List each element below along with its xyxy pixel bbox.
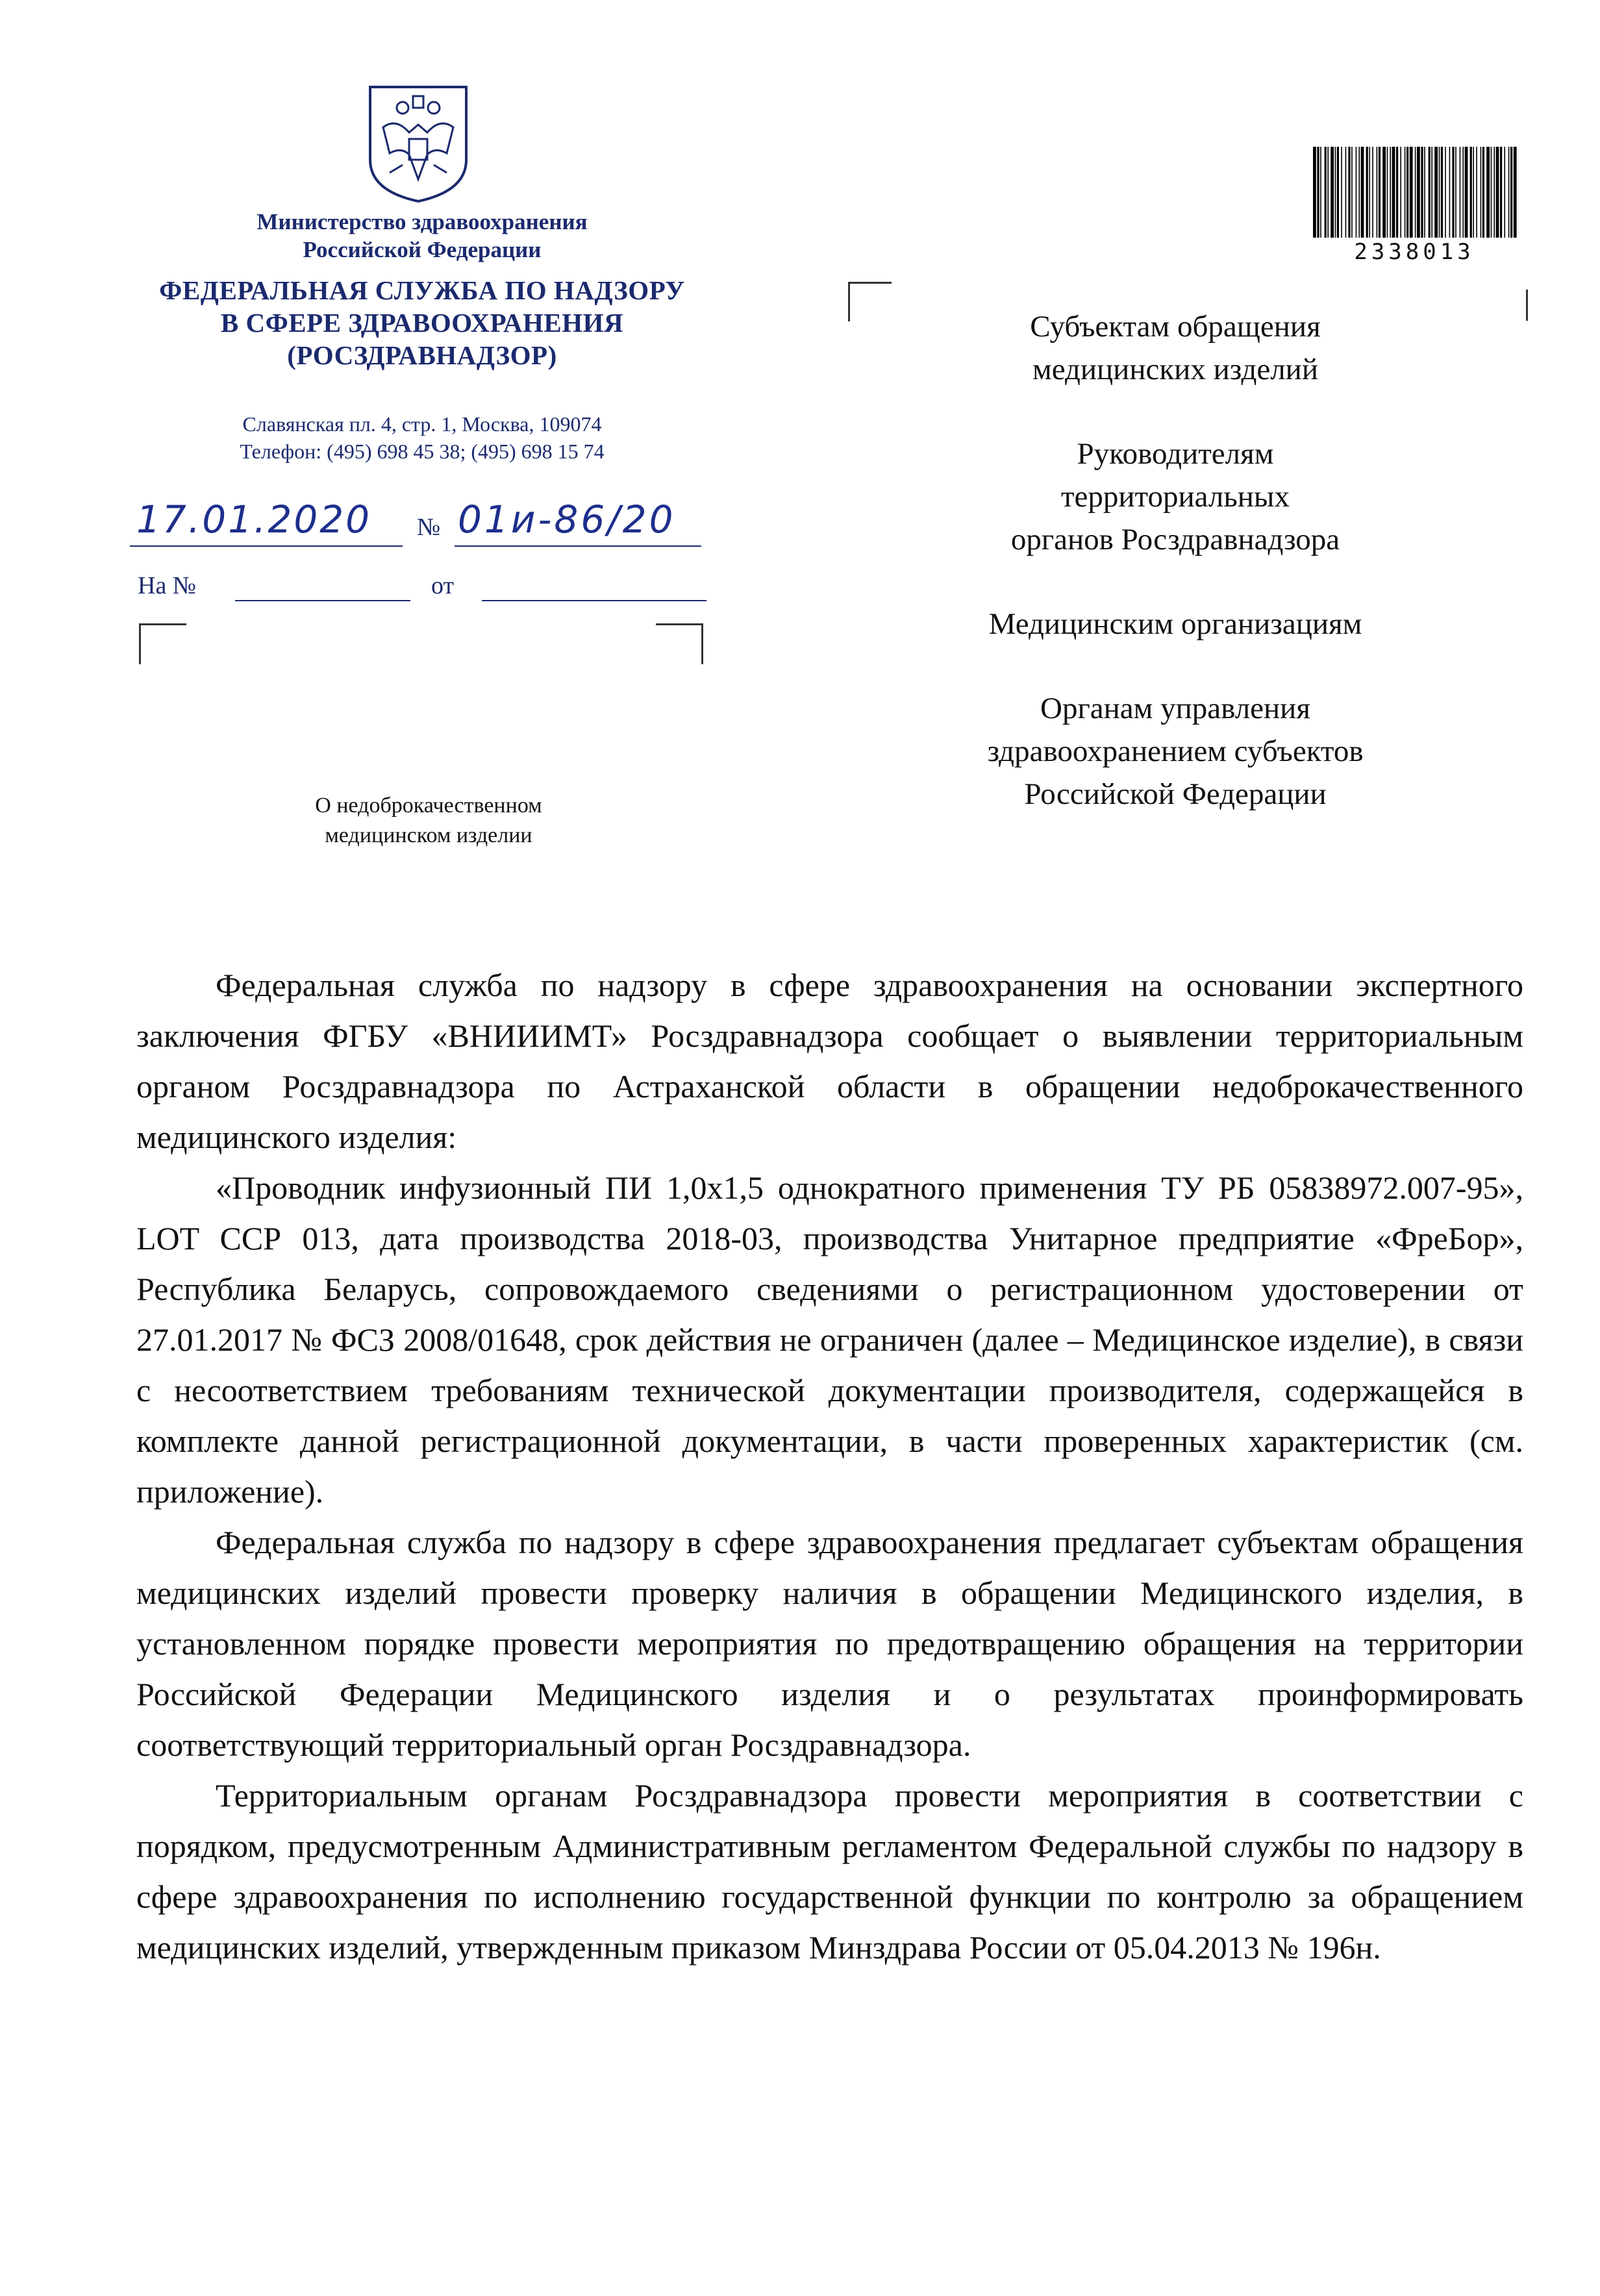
service-address: Славянская пл. 4, стр. 1, Москва, 109074 [242, 412, 602, 436]
addressee-3-line-1: Медицинским организациям [988, 607, 1362, 641]
barcode-number: 2338013 [1354, 239, 1475, 265]
body-paragraph-2: «Проводник инфузионный ПИ 1,0х1,5 однократного применения ТУ РБ 05838972.007-95», LOT ССР 013, дата производства 2018-03, производства Унитарное предприятие «ФреБор», Республика Беларусь, сопровождаемого сведениями о регистрационном удостоверении от 27.01.2017 № ФСЗ 2008/01648, срок действия не ограничен (далее – Медицинское изделие), в связи с несоответствием требованиям технической документации производителя, содержащейся в комплекте данной регистрационной документации, в части проверенных характеристик (см. приложение). [136, 1169, 1523, 1510]
addressees-block [896, 305, 1455, 857]
registration-date: 17.01.2020 [136, 497, 372, 542]
barcode [1312, 147, 1517, 238]
body-paragraph-1: Федеральная служба по надзору в сфере здравоохранения на основании экспертного заключения ФГБУ «ВНИИИМТ» Росздравнадзора сообщает о выявлении территориальным органом Росздравнадзора по Астраханской области в обращении недоброкачественного медицинского изделия: [136, 967, 1523, 1155]
reference-number-label: На № [138, 572, 197, 599]
subject-line-2: медицинском изделии [325, 823, 532, 847]
coat-of-arms-icon [364, 82, 473, 204]
service-phone: Телефон: (495) 698 45 38; (495) 698 15 74 [240, 440, 605, 463]
addressee-3 [896, 603, 1455, 645]
number-label: № [417, 514, 441, 541]
ministry-line-2: Российской Федерации [303, 237, 542, 262]
service-line-2: В СФЕРЕ ЗДРАВООХРАНЕНИЯ [220, 308, 624, 338]
body-paragraph-3: Федеральная служба по надзору в сфере здравоохранения предлагает субъектам обращения медицинских изделий провести проверку наличия в обращении Медицинского изделия, в установленном порядке провести мероприятия по предотвращению обращения на территории Российской Федерации Медицинского изделия и о результатах проинформировать соответствующий территориальный орган Росздравнадзора. [136, 1524, 1523, 1763]
service-name [117, 274, 727, 371]
ministry-line-1: Министерство здравоохранения [256, 209, 588, 234]
addressee-4-line-2: здравоохранением субъектов [987, 734, 1364, 768]
letter-body [136, 960, 1523, 1973]
subject-corner-right [656, 623, 703, 664]
addressee-4-line-3: Российской Федерации [1024, 777, 1327, 811]
date-underline [130, 545, 403, 547]
service-line-1: ФЕДЕРАЛЬНАЯ СЛУЖБА ПО НАДЗОРУ [159, 275, 685, 305]
addressee-2-line-1: Руководителям [1077, 437, 1274, 471]
addressee-2-line-3: органов Росздравнадзора [1010, 523, 1340, 556]
addressee-4 [896, 687, 1455, 816]
letter-subject [234, 791, 623, 851]
addressee-2 [896, 432, 1455, 561]
subject-line-1: О недоброкачественном [315, 793, 542, 817]
number-underline [455, 545, 701, 547]
reference-line [138, 571, 709, 604]
addressee-1 [896, 305, 1455, 391]
service-contacts [143, 410, 701, 465]
reference-from-label: от [431, 572, 455, 599]
body-paragraph-4: Территориальным органам Росздравнадзора провести мероприятия в соответствии с порядком, предусмотренным Административным регламентом Федеральной службы по надзору в сфере здравоохранения по исполнению государственной функции по контролю за обращением медицинских изделий, утвержденным приказом Минздрава России от 05.04.2013 № 196н. [136, 1777, 1523, 1965]
registration-line [130, 493, 701, 552]
address-corner-right [1526, 290, 1529, 321]
subject-corner-left [139, 623, 186, 664]
reference-date-blank [482, 600, 706, 601]
addressee-1-line-2: медицинских изделий [1032, 353, 1318, 386]
service-line-3: (РОСЗДРАВНАДЗОР) [287, 340, 557, 370]
address-corner-left [848, 282, 892, 321]
addressee-2-line-2: территориальных [1060, 480, 1290, 514]
addressee-1-line-1: Субъектам обращения [1030, 310, 1321, 343]
reference-number-blank [235, 600, 410, 601]
ministry-name [143, 208, 701, 264]
addressee-4-line-1: Органам управления [1040, 692, 1310, 725]
registration-number: 01и-86/20 [458, 497, 676, 542]
